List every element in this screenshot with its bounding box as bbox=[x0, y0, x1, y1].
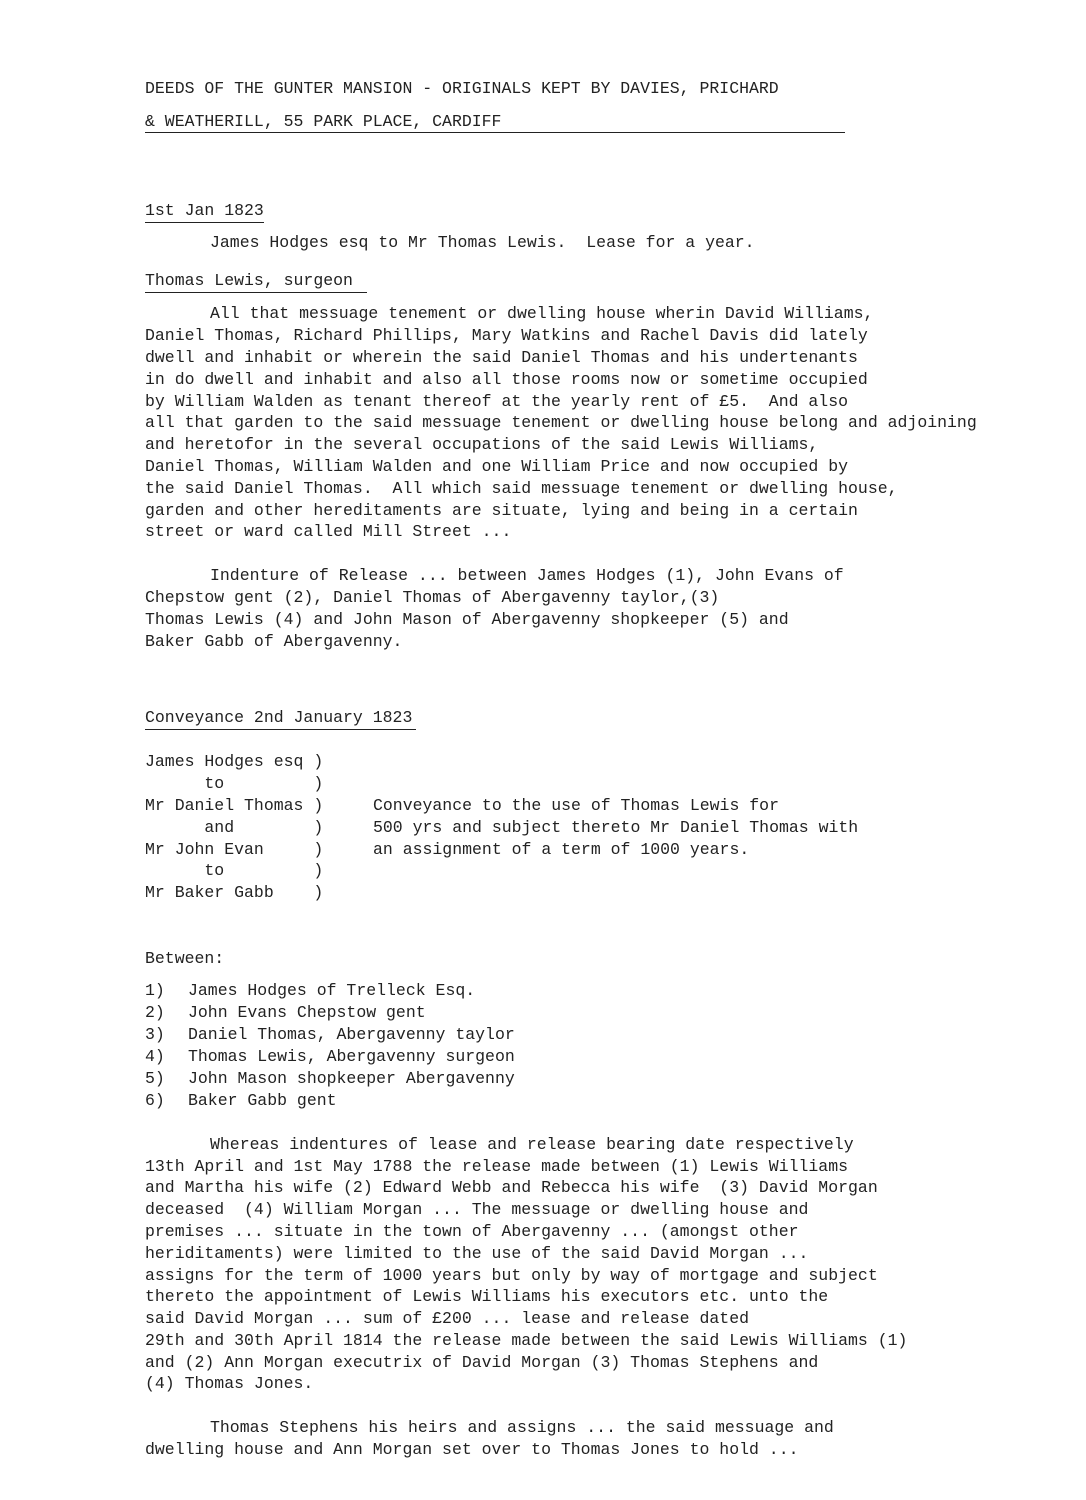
list-item bbox=[145, 1090, 1075, 1112]
paragraph-line: 29th and 30th April 1814 the release made between the said Lewis Williams (1) bbox=[145, 1330, 908, 1350]
section-date-heading: 1st Jan 1823 bbox=[145, 201, 264, 223]
list-item bbox=[145, 1068, 1075, 1090]
description-cell bbox=[373, 882, 933, 904]
party-cell: James Hodges esq ) bbox=[145, 752, 324, 772]
party-cell: to ) bbox=[145, 774, 324, 794]
list-item bbox=[145, 1024, 1075, 1046]
list-number: 1) bbox=[145, 980, 165, 1000]
paragraph-line: heriditaments) were limited to the use of the said David Morgan ... bbox=[145, 1243, 809, 1263]
lease-summary: James Hodges esq to Mr Thomas Lewis. Lease for a year. bbox=[210, 232, 755, 252]
list-text: John Mason shopkeeper Abergavenny bbox=[188, 1068, 515, 1088]
paragraph-line: Daniel Thomas, William Walden and one William Price and now occupied by bbox=[145, 456, 849, 476]
paragraph-line: All that messuage tenement or dwelling house wherin David Williams, bbox=[210, 304, 874, 324]
paragraph-line: Baker Gabb of Abergavenny. bbox=[145, 631, 403, 651]
paragraph-line: assigns for the term of 1000 years but only by way of mortgage and subject bbox=[145, 1265, 878, 1285]
between-label: Between: bbox=[145, 948, 225, 968]
conveyance-row bbox=[145, 839, 1075, 861]
list-number: 3) bbox=[145, 1024, 165, 1044]
section-between bbox=[145, 948, 1075, 1461]
paragraph-line: Thomas Stephens his heirs and assigns ... the said messuage and bbox=[210, 1418, 834, 1438]
list-number: 2) bbox=[145, 1002, 165, 1022]
party-cell: Mr Baker Gabb ) bbox=[145, 883, 324, 903]
paragraph-line: Indenture of Release ... between James Hodges (1), John Evans of bbox=[210, 566, 844, 586]
paragraph-line: Whereas indentures of lease and release bearing date respectively bbox=[210, 1134, 854, 1154]
paragraph-line: Daniel Thomas, Richard Phillips, Mary Watkins and Rachel Davis did lately bbox=[145, 326, 868, 346]
section-surgeon-heading: Thomas Lewis, surgeon bbox=[145, 271, 367, 293]
conveyance-row bbox=[145, 795, 1075, 817]
paragraph-line: and (2) Ann Morgan executrix of David Morgan (3) Thomas Stephens and bbox=[145, 1352, 819, 1372]
paragraph-line: in do dwell and inhabit and also all those rooms now or sometime occupied bbox=[145, 369, 868, 389]
paragraph-line: 13th April and 1st May 1788 the release made between (1) Lewis Williams bbox=[145, 1156, 849, 1176]
conveyance-heading: Conveyance 2nd January 1823 bbox=[145, 708, 416, 730]
conveyance-row bbox=[145, 817, 1075, 839]
paragraph-line: the said Daniel Thomas. All which said messuage tenement or dwelling house, bbox=[145, 478, 898, 498]
paragraph-line: by William Walden as tenant thereof at the yearly rent of £5. And also bbox=[145, 391, 849, 411]
parties-list bbox=[145, 980, 1075, 1112]
paragraph-line: said David Morgan ... sum of £200 ... lease and release dated bbox=[145, 1309, 749, 1329]
list-text: James Hodges of Trelleck Esq. bbox=[188, 980, 476, 1000]
conveyance-row bbox=[145, 882, 1075, 904]
list-text: Baker Gabb gent bbox=[188, 1090, 337, 1110]
party-cell: and ) bbox=[145, 817, 324, 837]
description-cell: 500 yrs and subject thereto Mr Daniel Thomas with bbox=[373, 817, 859, 837]
description-cell bbox=[373, 773, 933, 795]
property-description bbox=[145, 303, 1075, 543]
description-cell bbox=[373, 860, 933, 882]
section-lease-date bbox=[145, 201, 1075, 254]
paragraph-line: deceased (4) William Morgan ... The messuage or dwelling house and bbox=[145, 1200, 809, 1220]
description-cell bbox=[373, 751, 933, 773]
section-thomas-lewis bbox=[145, 271, 1075, 652]
party-cell: Mr John Evan ) bbox=[145, 839, 324, 859]
description-cell: Conveyance to the use of Thomas Lewis for bbox=[373, 795, 779, 815]
paragraph-line: dwelling house and Ann Morgan set over to Thomas Jones to hold ... bbox=[145, 1440, 799, 1460]
conveyance-row bbox=[145, 751, 1075, 773]
party-cell: to ) bbox=[145, 861, 324, 881]
document-page bbox=[145, 78, 1075, 1461]
paragraph-line: and heretofor in the several occupations of the said Lewis Williams, bbox=[145, 435, 819, 455]
paragraph-line: street or ward called Mill Street ... bbox=[145, 522, 512, 542]
paragraph-line: dwell and inhabit or wherein the said Daniel Thomas and his undertenants bbox=[145, 347, 858, 367]
list-item bbox=[145, 980, 1075, 1002]
paragraph-line: thereto the appointment of Lewis Williams his executors etc. unto the bbox=[145, 1287, 829, 1307]
whereas-paragraph bbox=[145, 1134, 1075, 1396]
header-line-1: DEEDS OF THE GUNTER MANSION - ORIGINALS KEPT BY DAVIES, PRICHARD bbox=[145, 79, 779, 98]
list-text: Daniel Thomas, Abergavenny taylor bbox=[188, 1024, 515, 1044]
thomas-stephens-paragraph bbox=[145, 1417, 1075, 1461]
document-header bbox=[145, 78, 1075, 133]
party-cell: Mr Daniel Thomas ) bbox=[145, 795, 324, 815]
description-cell: an assignment of a term of 1000 years. bbox=[373, 839, 750, 859]
list-item bbox=[145, 1002, 1075, 1024]
paragraph-line: all that garden to the said messuage tenement or dwelling house belong and adjoining bbox=[145, 413, 977, 433]
list-item bbox=[145, 1046, 1075, 1068]
paragraph-line: and Martha his wife (2) Edward Webb and Rebecca his wife (3) David Morgan bbox=[145, 1178, 878, 1198]
indenture-of-release bbox=[145, 565, 1075, 652]
conveyance-row bbox=[145, 860, 1075, 882]
list-number: 4) bbox=[145, 1046, 165, 1066]
list-number: 5) bbox=[145, 1068, 165, 1088]
list-text: Thomas Lewis, Abergavenny surgeon bbox=[188, 1046, 515, 1066]
paragraph-line: premises ... situate in the town of Abergavenny ... (amongst other bbox=[145, 1221, 799, 1241]
conveyance-row bbox=[145, 773, 1075, 795]
header-line-2: & WEATHERILL, 55 PARK PLACE, CARDIFF bbox=[145, 111, 502, 131]
paragraph-line: garden and other hereditaments are situate, lying and being in a certain bbox=[145, 500, 858, 520]
paragraph-line: Chepstow gent (2), Daniel Thomas of Abergavenny taylor,(3) bbox=[145, 587, 720, 607]
list-text: John Evans Chepstow gent bbox=[188, 1002, 426, 1022]
section-conveyance bbox=[145, 708, 1075, 904]
paragraph-line: Thomas Lewis (4) and John Mason of Abergavenny shopkeeper (5) and bbox=[145, 609, 789, 629]
conveyance-table bbox=[145, 751, 1075, 904]
paragraph-line: (4) Thomas Jones. bbox=[145, 1374, 314, 1394]
list-number: 6) bbox=[145, 1090, 165, 1110]
